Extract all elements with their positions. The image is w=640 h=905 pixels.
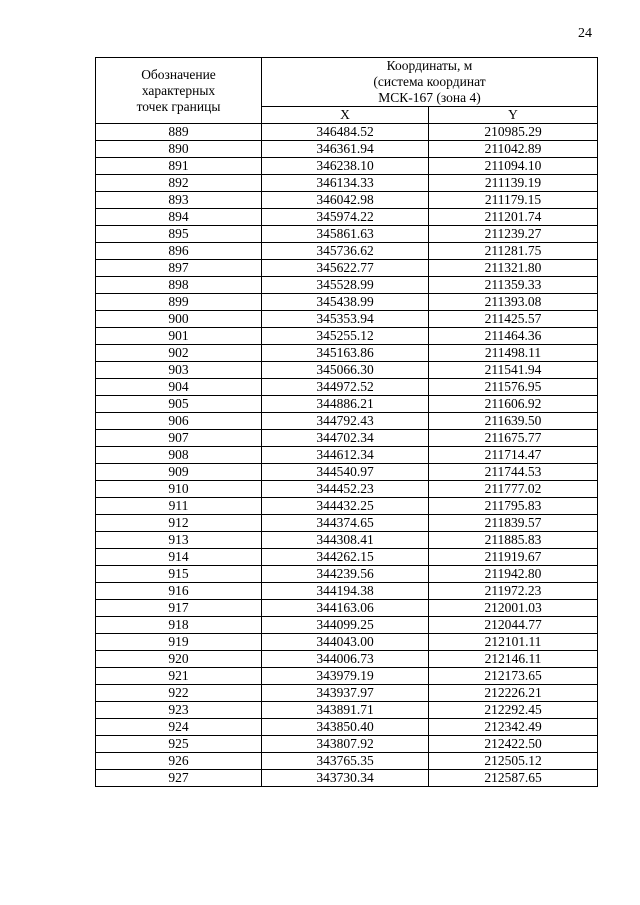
y-cell: 211498.11 (429, 345, 598, 362)
table-row (96, 192, 598, 209)
table-row (96, 566, 598, 583)
y-cell: 212292.45 (429, 702, 598, 719)
point-cell: 923 (96, 702, 262, 719)
point-cell: 921 (96, 668, 262, 685)
table-row (96, 549, 598, 566)
y-cell: 211942.80 (429, 566, 598, 583)
x-cell: 344163.06 (262, 600, 429, 617)
x-cell: 344702.34 (262, 430, 429, 447)
x-cell: 346484.52 (262, 124, 429, 141)
x-cell: 344374.65 (262, 515, 429, 532)
table-row (96, 600, 598, 617)
table-row (96, 532, 598, 549)
table-row (96, 175, 598, 192)
point-cell: 908 (96, 447, 262, 464)
point-cell: 905 (96, 396, 262, 413)
y-cell: 211541.94 (429, 362, 598, 379)
table-row (96, 158, 598, 175)
table-row (96, 515, 598, 532)
table-row (96, 685, 598, 702)
table-row (96, 753, 598, 770)
table-row (96, 345, 598, 362)
x-cell: 344452.23 (262, 481, 429, 498)
y-cell: 211359.33 (429, 277, 598, 294)
x-cell: 343850.40 (262, 719, 429, 736)
y-cell: 211464.36 (429, 328, 598, 345)
point-cell: 903 (96, 362, 262, 379)
point-cell: 909 (96, 464, 262, 481)
x-cell: 344432.25 (262, 498, 429, 515)
table-body (96, 124, 598, 787)
table-row (96, 294, 598, 311)
y-cell: 211042.89 (429, 141, 598, 158)
point-cell: 916 (96, 583, 262, 600)
point-cell: 899 (96, 294, 262, 311)
y-cell: 211839.57 (429, 515, 598, 532)
x-cell: 345861.63 (262, 226, 429, 243)
y-cell: 211239.27 (429, 226, 598, 243)
point-cell: 911 (96, 498, 262, 515)
table-row (96, 464, 598, 481)
x-cell: 344043.00 (262, 634, 429, 651)
point-cell: 901 (96, 328, 262, 345)
y-cell: 211393.08 (429, 294, 598, 311)
x-cell: 343730.34 (262, 770, 429, 787)
point-label-line: характерных (141, 82, 216, 98)
x-cell: 345438.99 (262, 294, 429, 311)
point-cell: 906 (96, 413, 262, 430)
y-cell: 212173.65 (429, 668, 598, 685)
x-cell: 344194.38 (262, 583, 429, 600)
y-cell: 212226.21 (429, 685, 598, 702)
table-row (96, 413, 598, 430)
table-row (96, 243, 598, 260)
x-cell: 343765.35 (262, 753, 429, 770)
x-cell: 345066.30 (262, 362, 429, 379)
x-cell: 345974.22 (262, 209, 429, 226)
point-cell: 890 (96, 141, 262, 158)
y-cell: 211281.75 (429, 243, 598, 260)
point-cell: 922 (96, 685, 262, 702)
point-label-line: точек границы (136, 98, 221, 114)
point-cell: 893 (96, 192, 262, 209)
y-cell: 212044.77 (429, 617, 598, 634)
x-cell: 346134.33 (262, 175, 429, 192)
point-cell: 892 (96, 175, 262, 192)
point-cell: 924 (96, 719, 262, 736)
point-cell: 927 (96, 770, 262, 787)
point-cell: 904 (96, 379, 262, 396)
table-row (96, 328, 598, 345)
x-cell: 344308.41 (262, 532, 429, 549)
x-cell: 346042.98 (262, 192, 429, 209)
x-cell: 345736.62 (262, 243, 429, 260)
y-cell: 211714.47 (429, 447, 598, 464)
table-row (96, 583, 598, 600)
y-cell: 211139.19 (429, 175, 598, 192)
y-cell: 211094.10 (429, 158, 598, 175)
x-cell: 344262.15 (262, 549, 429, 566)
table-row (96, 311, 598, 328)
y-cell: 210985.29 (429, 124, 598, 141)
x-cell: 346361.94 (262, 141, 429, 158)
x-cell: 343891.71 (262, 702, 429, 719)
table-row (96, 396, 598, 413)
table-row (96, 634, 598, 651)
table-row (96, 702, 598, 719)
y-cell: 211201.74 (429, 209, 598, 226)
x-cell: 344972.52 (262, 379, 429, 396)
coords-label-header (262, 58, 598, 107)
point-cell: 912 (96, 515, 262, 532)
y-cell: 212101.11 (429, 634, 598, 651)
coords-label-line: Координаты, м (386, 58, 473, 73)
coords-label-line: (система координат (373, 74, 486, 89)
table-row (96, 277, 598, 294)
table-row (96, 668, 598, 685)
y-cell: 212146.11 (429, 651, 598, 668)
table-row (96, 209, 598, 226)
point-cell: 891 (96, 158, 262, 175)
point-cell: 925 (96, 736, 262, 753)
table-row (96, 736, 598, 753)
table-row (96, 719, 598, 736)
y-cell: 211919.67 (429, 549, 598, 566)
point-cell: 926 (96, 753, 262, 770)
x-cell: 345622.77 (262, 260, 429, 277)
point-cell: 902 (96, 345, 262, 362)
y-cell: 211606.92 (429, 396, 598, 413)
y-cell: 211639.50 (429, 413, 598, 430)
y-cell: 212587.65 (429, 770, 598, 787)
x-cell: 344239.56 (262, 566, 429, 583)
table-row (96, 447, 598, 464)
point-cell: 914 (96, 549, 262, 566)
x-cell: 344540.97 (262, 464, 429, 481)
x-cell: 345353.94 (262, 311, 429, 328)
y-cell: 211744.53 (429, 464, 598, 481)
x-cell: 345528.99 (262, 277, 429, 294)
y-cell: 211795.83 (429, 498, 598, 515)
point-label-header (96, 58, 262, 124)
x-cell: 345163.86 (262, 345, 429, 362)
x-cell: 343807.92 (262, 736, 429, 753)
point-cell: 894 (96, 209, 262, 226)
table-row (96, 141, 598, 158)
y-cell: 212505.12 (429, 753, 598, 770)
table-header (96, 58, 598, 124)
point-cell: 889 (96, 124, 262, 141)
x-cell: 343979.19 (262, 668, 429, 685)
point-cell: 919 (96, 634, 262, 651)
y-cell: 211179.15 (429, 192, 598, 209)
point-cell: 895 (96, 226, 262, 243)
y-cell: 211885.83 (429, 532, 598, 549)
x-cell: 345255.12 (262, 328, 429, 345)
table-row (96, 498, 598, 515)
table-row (96, 430, 598, 447)
point-cell: 900 (96, 311, 262, 328)
table-row (96, 617, 598, 634)
coords-label-line: МСК-167 (зона 4) (378, 90, 481, 105)
y-cell: 211675.77 (429, 430, 598, 447)
y-cell: 211576.95 (429, 379, 598, 396)
coordinates-table (95, 57, 598, 787)
table-row (96, 770, 598, 787)
point-cell: 898 (96, 277, 262, 294)
table-row (96, 260, 598, 277)
point-cell: 917 (96, 600, 262, 617)
point-label-line: Обозначение (141, 66, 216, 82)
point-cell: 897 (96, 260, 262, 277)
y-cell: 211425.57 (429, 311, 598, 328)
x-cell: 344099.25 (262, 617, 429, 634)
point-cell: 896 (96, 243, 262, 260)
point-cell: 915 (96, 566, 262, 583)
x-column-header: X (262, 107, 429, 124)
x-cell: 343937.97 (262, 685, 429, 702)
point-cell: 910 (96, 481, 262, 498)
x-cell: 344612.34 (262, 447, 429, 464)
y-cell: 211321.80 (429, 260, 598, 277)
point-cell: 920 (96, 651, 262, 668)
table-row (96, 124, 598, 141)
point-cell: 907 (96, 430, 262, 447)
page-number: 24 (578, 26, 592, 41)
table-row (96, 379, 598, 396)
x-cell: 344792.43 (262, 413, 429, 430)
table-row (96, 651, 598, 668)
y-cell: 211972.23 (429, 583, 598, 600)
point-cell: 913 (96, 532, 262, 549)
y-column-header: Y (429, 107, 598, 124)
x-cell: 344006.73 (262, 651, 429, 668)
y-cell: 212422.50 (429, 736, 598, 753)
table-row (96, 481, 598, 498)
table-row (96, 226, 598, 243)
point-cell: 918 (96, 617, 262, 634)
y-cell: 211777.02 (429, 481, 598, 498)
y-cell: 212342.49 (429, 719, 598, 736)
x-cell: 344886.21 (262, 396, 429, 413)
y-cell: 212001.03 (429, 600, 598, 617)
x-cell: 346238.10 (262, 158, 429, 175)
table-row (96, 362, 598, 379)
